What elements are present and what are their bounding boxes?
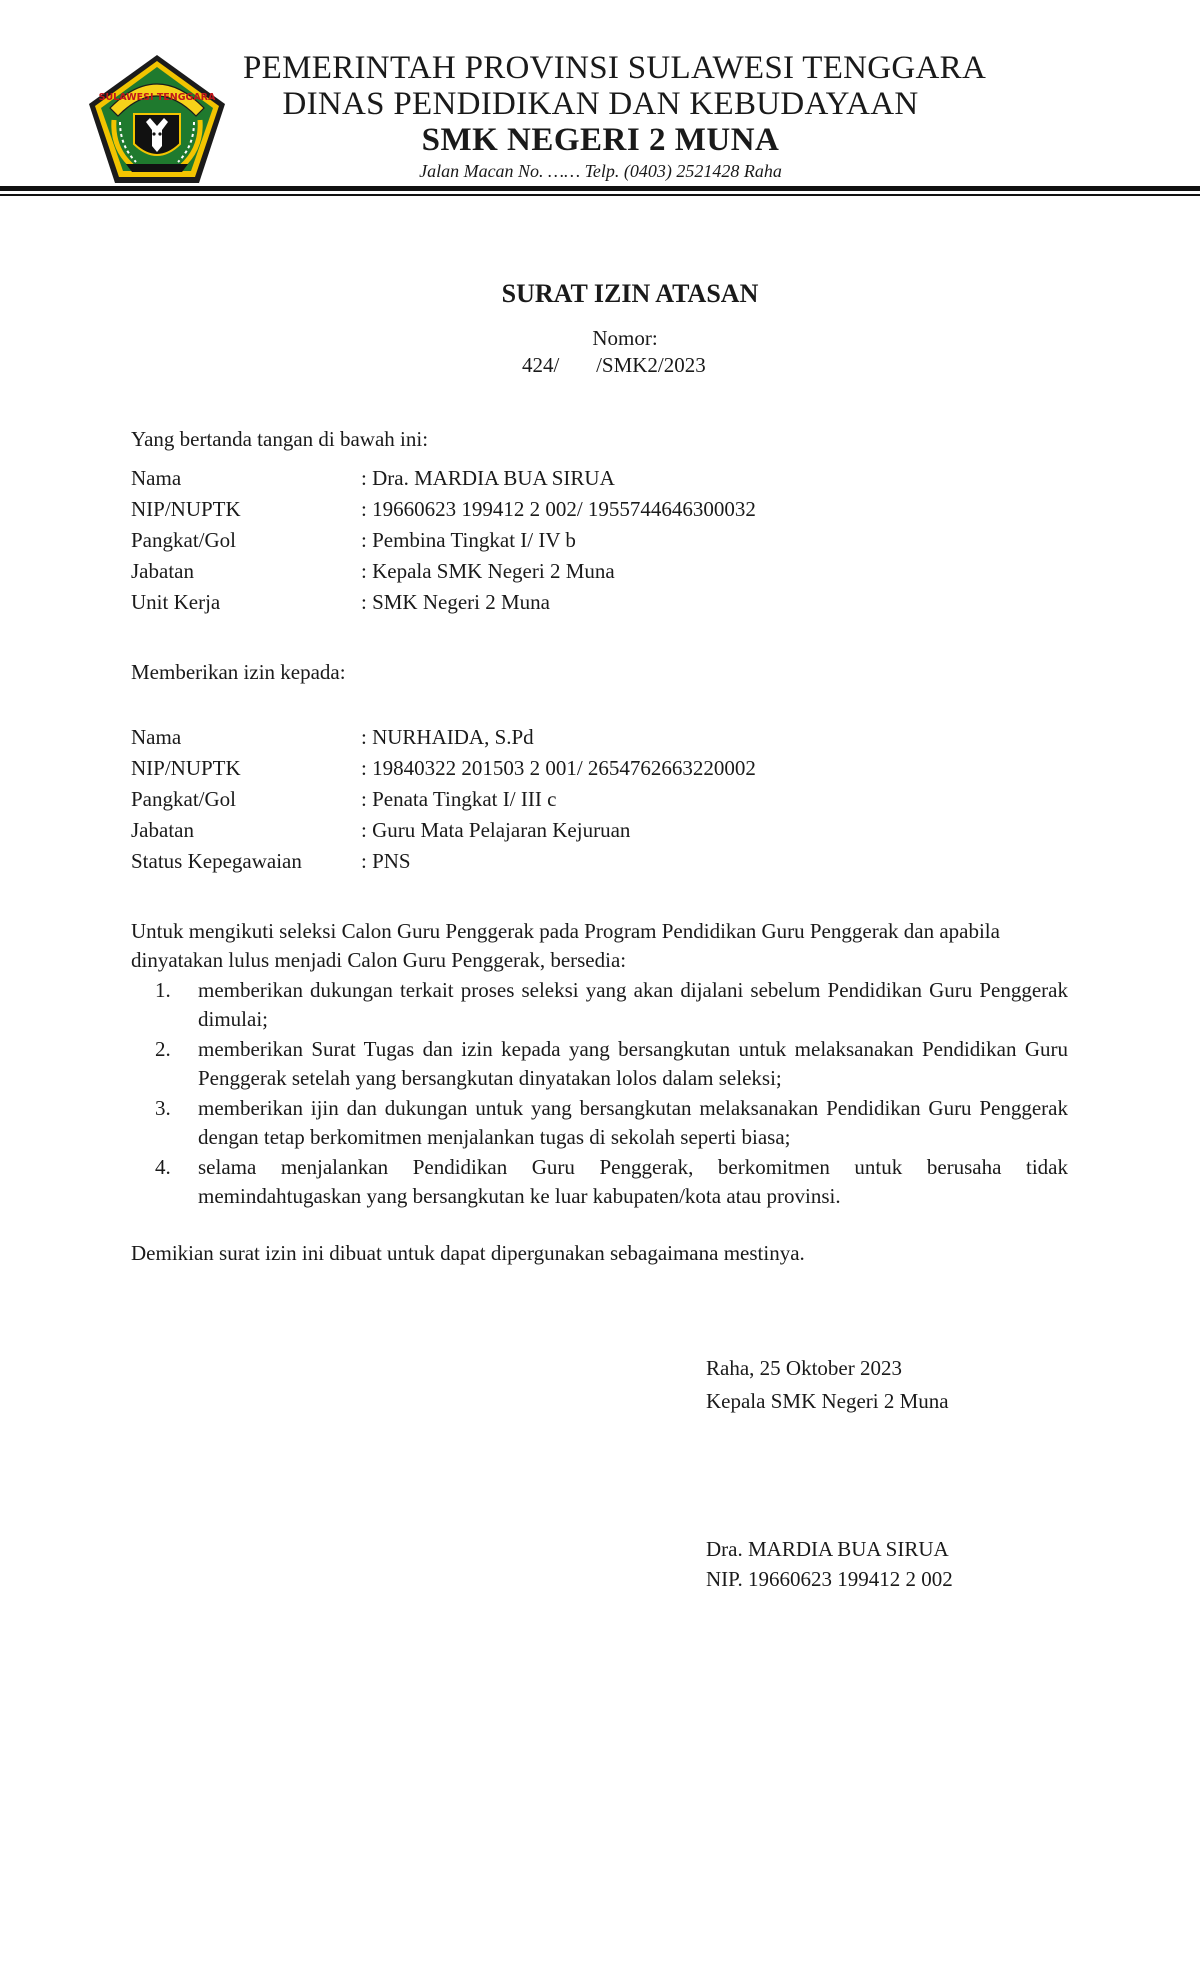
signature-place-date: Raha, 25 Oktober 2023 — [706, 1356, 902, 1380]
list-item-number: 4. — [155, 1155, 171, 1179]
signer-field-row — [131, 525, 1081, 556]
field-label: Status Kepegawaian — [131, 849, 302, 873]
list-item — [131, 1035, 1069, 1093]
signature-nip: NIP. 19660623 199412 2 002 — [706, 1567, 953, 1591]
field-value: : Kepala SMK Negeri 2 Muna — [361, 559, 615, 583]
signature-position: Kepala SMK Negeri 2 Muna — [706, 1389, 949, 1413]
list-item-text: selama menjalankan Pendidikan Guru Penggerak, berkomitmen untuk berusaha tidak memindahtugaskan yang bersangkutan ke luar kabupaten/kota atau provinsi. — [198, 1155, 1068, 1208]
signer-field-row — [131, 556, 1081, 587]
grant-intro-text: Memberikan izin kepada: — [131, 660, 346, 684]
recipient-field-row — [131, 784, 1081, 815]
field-label: Jabatan — [131, 559, 194, 583]
field-label: NIP/NUPTK — [131, 497, 241, 521]
list-item-text: memberikan Surat Tugas dan izin kepada yang bersangkutan untuk melaksanakan Pendidikan Guru Penggerak setelah yang bersangkutan dinyatakan lolos dalam seleksi; — [198, 1037, 1068, 1090]
signature-name: Dra. MARDIA BUA SIRUA — [706, 1537, 949, 1561]
letterhead — [0, 0, 1200, 200]
recipient-field-row — [131, 815, 1081, 846]
letterhead-line-province: PEMERINTAH PROVINSI SULAWESI TENGGARA — [243, 50, 987, 86]
list-item — [131, 1094, 1069, 1152]
svg-text:SULAWESI TENGGARA: SULAWESI TENGGARA — [98, 92, 216, 103]
field-label: Nama — [131, 466, 182, 490]
field-label: Nama — [131, 725, 182, 749]
letterhead-rule-thick — [0, 186, 1200, 191]
list-item — [131, 976, 1069, 1034]
list-item-text: memberikan ijin dan dukungan untuk yang bersangkutan melaksanakan Pendidikan Guru Penggerak dengan tetap berkomitmen menjalankan tugas di sekolah seperti biasa; — [198, 1096, 1068, 1149]
letter-title: SURAT IZIN ATASAN — [501, 279, 759, 308]
recipient-field-row — [131, 846, 1081, 877]
signer-field-row — [131, 463, 1081, 494]
field-value: : NURHAIDA, S.Pd — [361, 725, 534, 749]
field-label: Jabatan — [131, 818, 194, 842]
field-label: Pangkat/Gol — [131, 787, 236, 811]
list-item-number: 3. — [155, 1096, 171, 1120]
field-value: : SMK Negeri 2 Muna — [361, 590, 550, 614]
letterhead-address: Jalan Macan No. …… Telp. (0403) 2521428 Raha — [419, 161, 782, 181]
signer-field-row — [131, 587, 1081, 618]
field-value: : Guru Mata Pelajaran Kejuruan — [361, 818, 631, 842]
letterhead-line-school: SMK NEGERI 2 MUNA — [421, 122, 780, 158]
purpose-paragraph: Untuk mengikuti seleksi Calon Guru Penggerak pada Program Pendidikan Guru Penggerak dan apabila dinyatakan lulus menjadi Calon Guru Penggerak, bersedia: — [131, 919, 1000, 972]
closing-text: Demikian surat izin ini dibuat untuk dapat dipergunakan sebagaimana mestinya. — [131, 1241, 805, 1265]
field-value: : PNS — [361, 849, 411, 873]
recipient-field-row — [131, 753, 1081, 784]
letter-number-label: Nomor: — [592, 326, 658, 350]
signer-field-row — [131, 494, 1081, 525]
intro-text: Yang bertanda tangan di bawah ini: — [131, 427, 429, 451]
list-item-number: 1. — [155, 978, 171, 1002]
field-label: NIP/NUPTK — [131, 756, 241, 780]
field-label: Pangkat/Gol — [131, 528, 236, 552]
field-value: : Pembina Tingkat I/ IV b — [361, 528, 576, 552]
government-emblem-logo — [86, 52, 228, 187]
recipient-field-row — [131, 722, 1081, 753]
field-label: Unit Kerja — [131, 590, 221, 614]
field-value: : 19840322 201503 2 001/ 2654762663220002 — [361, 756, 756, 780]
letterhead-line-agency: DINAS PENDIDIKAN DAN KEBUDAYAAN — [282, 86, 919, 122]
field-value: : Dra. MARDIA BUA SIRUA — [361, 466, 615, 490]
field-value: : 19660623 199412 2 002/ 1955744646300032 — [361, 497, 756, 521]
letter-number-value: 424/ /SMK2/2023 — [522, 353, 706, 377]
list-item — [131, 1153, 1069, 1211]
list-item-text: memberikan dukungan terkait proses seleksi yang akan dijalani sebelum Pendidikan Guru Penggerak dimulai; — [198, 978, 1068, 1031]
list-item-number: 2. — [155, 1037, 171, 1061]
letterhead-rule-thin — [0, 194, 1200, 196]
field-value: : Penata Tingkat I/ III c — [361, 787, 557, 811]
